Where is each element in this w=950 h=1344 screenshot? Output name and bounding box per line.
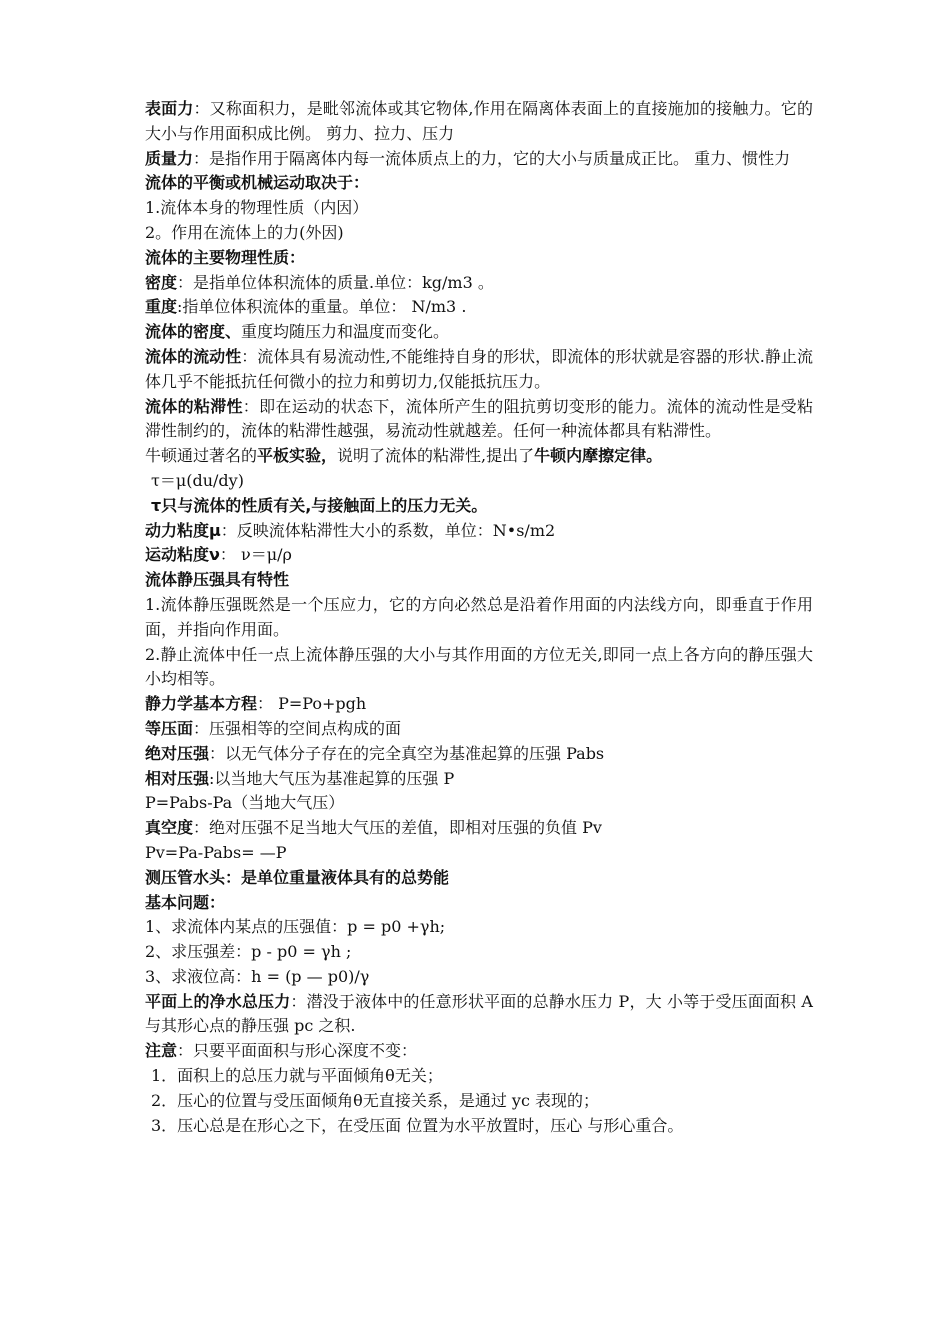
list-item: 2、求压强差：p - p0 = γh ; [145, 942, 352, 962]
paragraph-density-change: 流体的密度、重度均随压力和温度而变化。 [145, 322, 450, 342]
formula-newton: τ＝μ(du/dy) [151, 470, 244, 490]
paragraph-viscosity: 流体的粘滞性：即在运动的状态下，流体所产生的阻抗剪切变形的能力。流体的流动性是受粘滞性制约的，流体的粘滞性越强，易流动性就越差。任何一种流体都具有粘滞性。 [145, 396, 813, 441]
paragraph-total-pressure: 平面上的净水总压力：潜没于液体中的任意形状平面的总静水压力 P，大 小等于受压面面积 A 与其形心点的静压强 pc 之积. [145, 991, 813, 1036]
formula-relative-pressure: P=Pabs-Pa（当地大气压） [145, 793, 345, 813]
list-item: 2.静止流体中任一点上流体静压强的大小与其作用面的方位无关,即同一点上各方向的静压强大小均相等。 [145, 644, 813, 689]
list-item: 3、求液位高：h = (p — p0)/γ [145, 966, 370, 986]
paragraph-dynamic-viscosity: 动力粘度μ：反映流体粘滞性大小的系数，单位：N•s/m2 [145, 520, 556, 540]
list-item: 3．压心总是在形心之下，在受压面 位置为水平放置时，压心 与形心重合。 [151, 1115, 684, 1135]
paragraph-mass-force: 质量力：是指作用于隔离体内每一流体质点上的力，它的大小与质量成正比。 重力、惯性力 [145, 148, 791, 168]
document-page [145, 97, 813, 1138]
formula-vacuum: Pv=Pa-Pabs= —P [145, 842, 287, 862]
paragraph-relative-pressure: 相对压强:以当地大气压为基准起算的压强 P [145, 768, 455, 788]
list-item: 1.流体本身的物理性质（内因） [145, 198, 369, 218]
paragraph-absolute-pressure: 绝对压强：以无气体分子存在的完全真空为基准起算的压强 Pabs [145, 743, 605, 763]
paragraph-density: 密度：是指单位体积流体的质量.单位：kg/m3 。 [145, 272, 494, 292]
list-item: 1．面积上的总压力就与平面倾角θ无关； [151, 1066, 443, 1086]
heading-basic-problems: 基本问题： [145, 892, 226, 912]
paragraph-fluidity: 流体的流动性：流体具有易流动性,不能维持自身的形状，即流体的形状就是容器的形状.静止流体几乎不能抵抗任何微小的拉力和剪切力,仅能抵抗压力。 [145, 346, 813, 391]
list-item: 2。作用在流体上的力(外因) [145, 222, 344, 242]
statement-piezometric-head: 测压管水头：是单位重量液体具有的总势能 [145, 867, 450, 887]
paragraph-isobaric-surface: 等压面：压强相等的空间点构成的面 [145, 718, 402, 738]
paragraph-newton: 牛顿通过著名的平板实验，说明了流体的粘滞性,提出了牛顿内摩擦定律。 [145, 446, 663, 466]
list-item: 1、求流体内某点的压强值：p = p0 +γh; [145, 917, 446, 937]
paragraph-vacuum: 真空度：绝对压强不足当地大气压的差值，即相对压强的负值 Pv [145, 818, 602, 838]
list-item: 2．压心的位置与受压面倾角θ无直接关系，是通过 yc 表现的； [151, 1090, 599, 1110]
paragraph-specific-weight: 重度:指单位体积流体的重量。单位： N/m3 . [145, 297, 467, 317]
paragraph-note: 注意：只要平面面积与形心深度不变： [145, 1041, 418, 1061]
heading-equilibrium: 流体的平衡或机械运动取决于： [145, 173, 370, 193]
heading-static-pressure: 流体静压强具有特性 [145, 570, 290, 590]
paragraph-surface-force: 表面力：又称面积力，是毗邻流体或其它物体,作用在隔离体表面上的直接施加的接触力。它的大小与作用面积成比例。 剪力、拉力、压力 [145, 99, 813, 143]
heading-properties: 流体的主要物理性质： [145, 247, 306, 267]
statement-tau: τ只与流体的性质有关,与接触面上的压力无关。 [151, 495, 488, 515]
paragraph-kinematic-viscosity: 运动粘度ν： ν＝μ/ρ [145, 545, 292, 565]
paragraph-hydrostatic-equation: 静力学基本方程： P=Po+pgh [145, 694, 367, 714]
list-item: 1.流体静压强既然是一个压应力，它的方向必然总是沿着作用面的内法线方向，即垂直于作用面，并指向作用面。 [145, 594, 813, 639]
